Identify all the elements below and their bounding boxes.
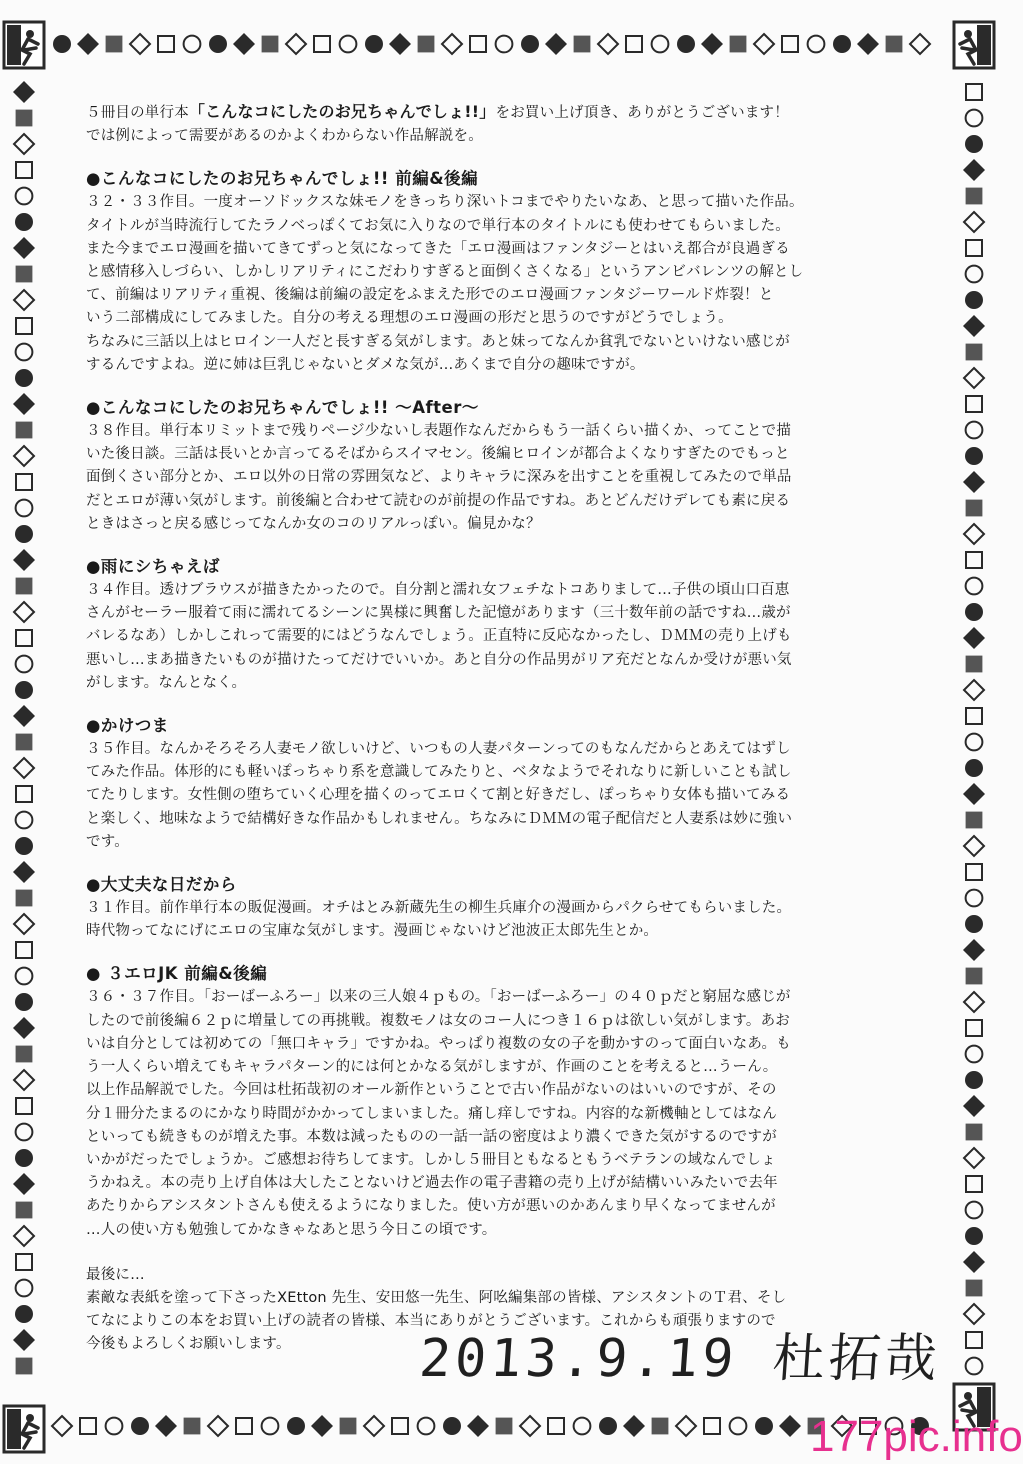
diamond-icon xyxy=(963,471,985,493)
circle-icon xyxy=(966,110,983,127)
diamond-icon xyxy=(598,34,618,54)
circle-icon xyxy=(15,1305,33,1323)
circle-icon xyxy=(365,35,383,53)
square-icon xyxy=(106,36,123,53)
intro-text: をお買い上げ頂き、ありがとうございます！ xyxy=(495,105,789,121)
diamond-icon xyxy=(52,1416,72,1436)
circle-icon xyxy=(106,1418,123,1435)
square-icon xyxy=(966,1020,982,1036)
circle-icon xyxy=(965,1227,983,1245)
diamond-icon xyxy=(14,602,34,622)
circle-icon xyxy=(965,759,983,777)
diamond-icon xyxy=(779,1415,801,1437)
square-icon xyxy=(16,890,33,907)
square-icon xyxy=(966,1124,983,1141)
section-title: ●かけつま xyxy=(86,716,169,736)
intro-text: ５冊目の単行本 xyxy=(86,105,189,121)
circle-icon xyxy=(966,890,983,907)
circle-icon xyxy=(16,968,33,985)
circle-icon xyxy=(652,36,669,53)
square-icon xyxy=(16,266,33,283)
book-title: 「こんなコにしたのお兄ちゃんでしょ!!」 xyxy=(188,102,496,121)
exit-sign-icon xyxy=(4,22,44,68)
circle-icon xyxy=(966,734,983,751)
square-icon xyxy=(966,188,983,205)
circle-icon xyxy=(496,36,513,53)
circle-icon xyxy=(15,525,33,543)
section xyxy=(86,396,896,536)
square-icon xyxy=(966,1280,983,1297)
square-icon xyxy=(966,968,983,985)
circle-icon xyxy=(209,35,227,53)
diamond-icon xyxy=(14,1070,34,1090)
circle-icon xyxy=(15,1149,33,1167)
diamond-icon xyxy=(14,1226,34,1246)
square-icon xyxy=(16,1098,32,1114)
section-title: ●こんなコにしたのお兄ちゃんでしょ!! ～After～ xyxy=(86,398,479,418)
circle-icon xyxy=(966,1046,983,1063)
circle-icon xyxy=(16,656,33,673)
circle-icon xyxy=(16,1124,33,1141)
diamond-icon xyxy=(623,1415,645,1437)
circle-icon xyxy=(808,36,825,53)
intro-text: では例によって需要があるのかよくわからない作品解説を。 xyxy=(86,128,483,145)
square-icon xyxy=(470,36,486,52)
circle-icon xyxy=(521,35,539,53)
diamond-icon xyxy=(13,393,35,415)
square-icon xyxy=(16,578,33,595)
diamond-icon xyxy=(964,524,984,544)
square-icon xyxy=(548,1418,564,1434)
square-icon xyxy=(730,36,747,53)
diamond-icon xyxy=(520,1416,540,1436)
circle-icon xyxy=(965,447,983,465)
diamond-icon xyxy=(13,237,35,259)
square-icon xyxy=(16,630,32,646)
circle-icon xyxy=(184,36,201,53)
square-icon xyxy=(782,36,798,52)
diamond-icon xyxy=(286,34,306,54)
diamond-icon xyxy=(14,446,34,466)
intro xyxy=(86,100,896,148)
circle-icon xyxy=(16,1280,33,1297)
square-icon xyxy=(262,36,279,53)
closing-heading: 最後に… xyxy=(86,1266,145,1283)
section-body: ３１作目。前作単行本の販促漫画。オチはとみ新蔵先生の柳生兵庫介の漫画からパクらせてもらいました。 時代物ってなにげにエロの宝庫な気がします。漫画じゃないけど池波正太郎先生とか。 xyxy=(86,900,792,940)
circle-icon xyxy=(15,369,33,387)
square-icon xyxy=(16,1046,33,1063)
square-icon xyxy=(966,708,982,724)
circle-icon xyxy=(677,35,695,53)
circle-icon xyxy=(730,1418,747,1435)
diamond-icon xyxy=(963,315,985,337)
diamond-icon xyxy=(754,34,774,54)
square-icon xyxy=(574,36,591,53)
closing-body: 素敵な表紙を塗って下さったXEtton 先生、安田悠一先生、阿吆編集部の皆様、アシスタントのＴ君、そし てなによりこの本をお買い上げの読者の皆様、本当にありがとうございます。これからも頑張りますので 今後もよろしくお願いします。 xyxy=(86,1289,787,1353)
circle-icon xyxy=(131,1417,149,1435)
section-body: ３６・３７作目。「おーばーふろー」以来の三人娘４ｐもの。「おーばーふろー」の４０ｐだと窮屈な感じが したので前後編６２ｐに増量しての再挑戦。複数モノは女のコー人につき１６ｐは欲しい気がします。あお いは自分としては初めての「無口キャラ」ですかね。やっぱり複数の女の子を動かすのって面白いなあ。も う一人くらい増えてもキャラパターン的には何とかなる気がしますが、作画のことを考えると…うーん。 xyxy=(86,989,791,1076)
diamond-icon xyxy=(364,1416,384,1436)
square-icon xyxy=(966,552,982,568)
square-icon xyxy=(496,1418,513,1435)
circle-icon xyxy=(574,1418,591,1435)
circle-icon xyxy=(965,1071,983,1089)
diamond-icon xyxy=(963,159,985,181)
circle-icon xyxy=(287,1417,305,1435)
afterword-paragraph: 以上作品解説でした。今回は杜拓哉初のオール新作ということで古い作品がないのはいいのですが、その 分１冊分たまるのにかなり時間がかかってしまいました。痛し痒しですね。内容的な新機軸としてはなん といっても続きものが増えた事。本数は減ったものの一話一話の密度はより濃くできた気がするのですが いかがだったでしょうか。ご感想お待ちしてます。しかし５冊目ともなるともうベテランの域なんでしょ うかねえ。本の売り上げ自体は大したことないけど過去作の電子書籍の売り上げが結構いいみたいで去年 あたりからアシスタントさんも使えるようになりました。使い方が悪いのかあんまり早くなってませんが …人の使い方も勉強してかなきゃなあと思う今日この頃です。 xyxy=(86,1082,778,1238)
square-icon xyxy=(158,36,174,52)
diamond-icon xyxy=(130,34,150,54)
diamond-icon xyxy=(14,914,34,934)
diamond-icon xyxy=(964,836,984,856)
circle-icon xyxy=(262,1418,279,1435)
circle-icon xyxy=(15,213,33,231)
circle-icon xyxy=(966,422,983,439)
diamond-icon xyxy=(964,1148,984,1168)
diamond-icon xyxy=(389,33,411,55)
square-icon xyxy=(966,1332,982,1348)
circle-icon xyxy=(966,266,983,283)
circle-icon xyxy=(16,812,33,829)
diamond-icon xyxy=(963,939,985,961)
square-icon xyxy=(16,734,33,751)
circle-icon xyxy=(755,1417,773,1435)
square-icon xyxy=(314,36,330,52)
diamond-icon xyxy=(963,627,985,649)
section xyxy=(86,873,896,943)
square-icon xyxy=(966,1176,982,1192)
circle-icon xyxy=(966,1358,983,1375)
section xyxy=(86,962,896,1079)
circle-icon xyxy=(599,1417,617,1435)
square-icon xyxy=(16,1254,32,1270)
square-icon xyxy=(886,36,903,53)
circle-icon xyxy=(965,915,983,933)
square-icon xyxy=(652,1418,669,1435)
circle-icon xyxy=(965,603,983,621)
square-icon xyxy=(966,344,983,361)
diamond-icon xyxy=(14,758,34,778)
section-body: ３２・３３作目。一度オーソドックスな妹モノをきっちり深いトコまでやりたいなあ、と思って描いた作品。 タイトルが当時流行してたラノベっぽくてお気に入りなので単行本のタイトルにも使わせてもらいました。 また今までエロ漫画を描いてきてずっと気になってきた「エロ漫画はファンタジーとはいえ都合が良過ぎる と感情移入しづらい、しかしリアリティにこだわりすぎると面倒くさくなる」というアンビバレンツの解とし て、前編はリアリティ重視、後編は前編の設定をふまえた形でのエロ漫画ファンタジーワールド炸裂！と いう二部構成にしてみました。自分の考える理想のエロ漫画の形だと思うのですがどうでしょう。 ちなみに三話以上はヒロイン一人だと長すぎる気がします。あと妹ってなんか貧乳でないといけない感じが するんですよね。逆に姉は巨乳じゃないとダメな気が…あくまで自分の趣味ですが。 xyxy=(86,194,804,373)
square-icon xyxy=(966,240,982,256)
section xyxy=(86,714,896,854)
diamond-icon xyxy=(963,783,985,805)
diamond-icon xyxy=(964,992,984,1012)
square-icon xyxy=(236,1418,252,1434)
diamond-icon xyxy=(233,33,255,55)
diamond-icon xyxy=(910,34,930,54)
square-icon xyxy=(392,1418,408,1434)
circle-icon xyxy=(15,993,33,1011)
section-title: ●こんなコにしたのお兄ちゃんでしょ!! 前編&後編 xyxy=(86,169,479,189)
diamond-icon xyxy=(13,861,35,883)
diamond-icon xyxy=(442,34,462,54)
square-icon xyxy=(16,786,32,802)
diamond-icon xyxy=(13,81,35,103)
square-icon xyxy=(704,1418,720,1434)
section xyxy=(86,167,896,377)
square-icon xyxy=(966,500,983,517)
circle-icon xyxy=(443,1417,461,1435)
diamond-icon xyxy=(13,549,35,571)
circle-icon xyxy=(966,578,983,595)
square-icon xyxy=(16,1358,33,1375)
diamond-icon xyxy=(13,705,35,727)
diamond-icon xyxy=(964,680,984,700)
circle-icon xyxy=(340,36,357,53)
diamond-icon xyxy=(13,1329,35,1351)
section-body: ３４作目。透けブラウスが描きたかったので。自分割と濡れ女フェチなトコありまして…子供の頃山口百恵 さんがセーラー服着て雨に濡れてるシーンに異様に興奮した記憶があります（三十数年前の話ですね…歳が バレるなあ）しかしこれって需要的にはどうなんでしょう。正直特に反応なかったし、ＤＭＭの売り上げも 悪いし…まあ描きたいものが描けたってだけでいいか。あと自分の作品男がリア充だとなんか受けが悪い気 がします。なんとなく。 xyxy=(86,582,792,691)
circle-icon xyxy=(966,1202,983,1219)
diamond-icon xyxy=(77,33,99,55)
diamond-icon xyxy=(964,368,984,388)
diamond-icon xyxy=(311,1415,333,1437)
square-icon xyxy=(80,1418,96,1434)
square-icon xyxy=(340,1418,357,1435)
diamond-icon xyxy=(13,1173,35,1195)
exit-sign-icon xyxy=(954,22,994,68)
diamond-icon xyxy=(208,1416,228,1436)
square-icon xyxy=(184,1418,201,1435)
diamond-icon xyxy=(701,33,723,55)
square-icon xyxy=(16,1202,33,1219)
diamond-icon xyxy=(545,33,567,55)
diamond-icon xyxy=(963,1251,985,1273)
square-icon xyxy=(16,942,32,958)
square-icon xyxy=(626,36,642,52)
diamond-icon xyxy=(467,1415,489,1437)
diamond-icon xyxy=(964,1304,984,1324)
diamond-icon xyxy=(14,290,34,310)
section-title: ●雨にシちゃえば xyxy=(86,557,220,577)
square-icon xyxy=(16,110,33,127)
site-watermark: 177pic.info xyxy=(810,1412,1023,1461)
diamond-icon xyxy=(963,1095,985,1117)
circle-icon xyxy=(53,35,71,53)
square-icon xyxy=(418,36,435,53)
square-icon xyxy=(966,812,983,829)
circle-icon xyxy=(16,188,33,205)
diamond-icon xyxy=(676,1416,696,1436)
afterword-text xyxy=(86,100,896,1357)
square-icon xyxy=(966,864,982,880)
square-icon xyxy=(966,656,983,673)
circle-icon xyxy=(965,135,983,153)
square-icon xyxy=(16,422,33,439)
circle-icon xyxy=(16,500,33,517)
square-icon xyxy=(966,396,982,412)
circle-icon xyxy=(418,1418,435,1435)
diamond-icon xyxy=(155,1415,177,1437)
diamond-icon xyxy=(13,1017,35,1039)
square-icon xyxy=(16,318,32,334)
circle-icon xyxy=(965,291,983,309)
circle-icon xyxy=(15,837,33,855)
circle-icon xyxy=(15,681,33,699)
diamond-icon xyxy=(964,212,984,232)
square-icon xyxy=(16,474,32,490)
square-icon xyxy=(966,84,982,100)
section-title: ●大丈夫な日だから xyxy=(86,875,237,895)
square-icon xyxy=(16,162,32,178)
diamond-icon xyxy=(14,134,34,154)
circle-icon xyxy=(833,35,851,53)
exit-sign-icon xyxy=(4,1406,44,1452)
section xyxy=(86,555,896,695)
section-body: ３５作目。なんかそろそろ人妻モノ欲しいけど、いつもの人妻パターンってのもなんだからとあえてはずし てみた作品。体形的にも軽いぽっちゃり系を意識してみたりと、ベタなようでそれなりに新しいことも試し てたりします。女性側の堕ちていく心理を描くのってエロくて割と好きだし、ぽっちゃり女体も描いてみる と楽しく、地味なようで結構好きな作品かもしれません。ちなみにＤＭＭの電子配信だと人妻系は妙に強い です。 xyxy=(86,741,793,850)
handwritten-signature: 2013.9.19 杜拓哉 xyxy=(417,1329,943,1389)
section-body: ３８作目。単行本リミットまで残りページ少ないし表題作なんだからもう一話くらい描くか、ってことで描 いた後日談。三話は長いとか言ってるそばからスイマセン。後編ヒロインが都合よくなりすぎたのでもっと 面倒くさい部分とか、エロ以外の日常の雰囲気など、よりキャラに深みを出すことを重視してみたので単品 だとエロが薄い気がします。前後編と合わせて読むのが前提の作品ですね。あとどんだけデレても素に戻る ときはさっと戻る感じってなんか女のコのリアルっぽい。偏見かな？ xyxy=(86,423,792,532)
section-title: ● ３エロJK 前編&後編 xyxy=(86,964,268,984)
diamond-icon xyxy=(857,33,879,55)
circle-icon xyxy=(16,344,33,361)
